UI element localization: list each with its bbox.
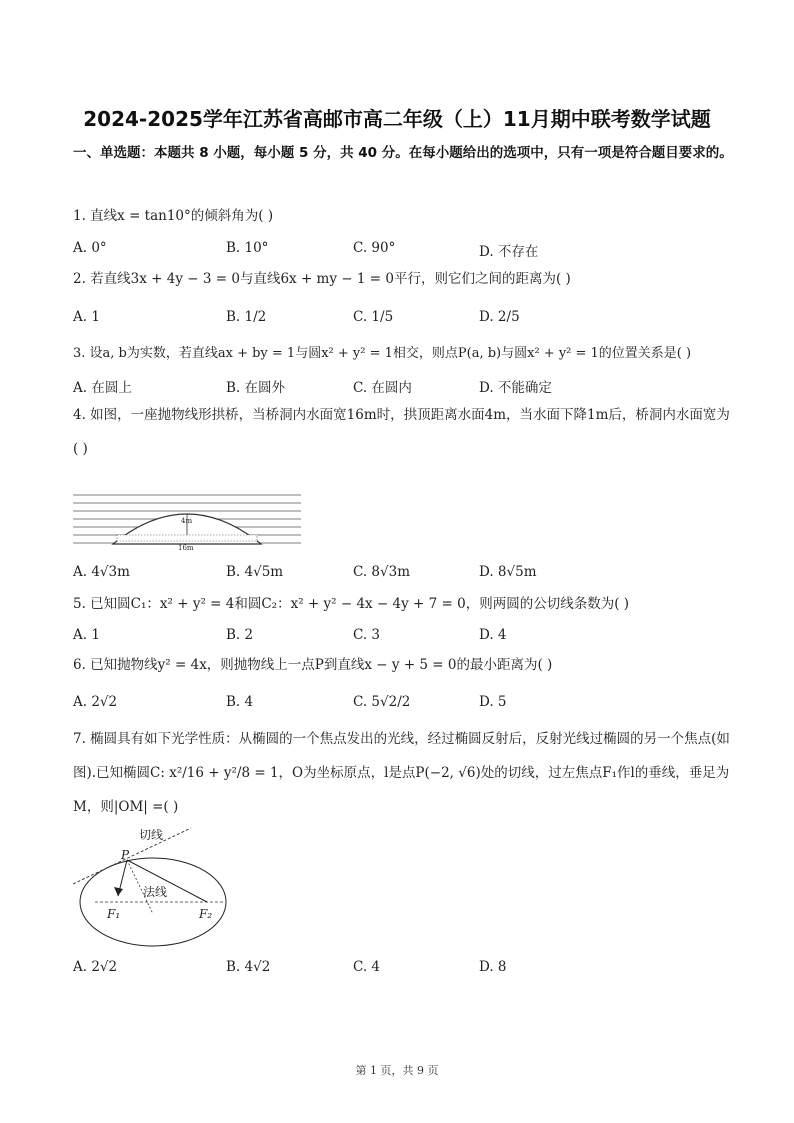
question-5-option-a: A. 1 (73, 627, 100, 643)
section-heading: 一、单选题：本题共 8 小题，每小题 5 分，共 40 分。在每小题给出的选项中，只有一项是符合题目要求的。 (73, 145, 733, 161)
question-6-stem: 6. 已知抛物线y² = 4x，则抛物线上一点P到直线x − y + 5 = 0的最小距离为( ) (73, 657, 553, 673)
question-6-option-c: C. 5√2/2 (353, 694, 411, 710)
question-6-options (73, 694, 733, 716)
question-7-stem: 7. 椭圆具有如下光学性质：从椭圆的一个焦点发出的光线，经过椭圆反射后，反射光线过椭圆的另一个焦点(如图).已知椭圆C: x²/16 + y²/8 = 1，O为坐标原点，l是点P(−2, √6)处的切线，过左焦点F₁作l的垂线，垂足为M，则|OM| =( ) (73, 731, 730, 815)
question-1-option-a: A. 0° (73, 240, 107, 256)
bridge-height-label: 4m (181, 517, 193, 525)
question-6-option-d: D. 5 (479, 694, 507, 710)
focus-f2-label: F₂ (199, 907, 213, 921)
question-3-stem: 3. 设a, b为实数，若直线ax + by = 1与圆x² + y² = 1相交，则点P(a, b)与圆x² + y² = 1的位置关系是( ) (73, 346, 692, 361)
normal-label: 法线 (143, 885, 168, 899)
question-2-options (73, 309, 733, 331)
question-3-option-a: A. 在圆上 (73, 380, 132, 396)
question-2-option-c: C. 1/5 (353, 309, 394, 325)
question-1-options (73, 240, 733, 262)
question-5-options (73, 627, 733, 649)
question-7-option-a: A. 2√2 (73, 959, 118, 975)
question-3-options (73, 376, 733, 398)
page-title: 2024-2025学年江苏省高邮市高二年级（上）11月期中联考数学试题 (83, 107, 711, 131)
question-1-option-c: C. 90° (353, 240, 396, 256)
question-3-option-c: C. 在圆内 (353, 380, 412, 396)
question-4-option-c: C. 8√3m (353, 564, 411, 580)
question-1-stem: 1. 直线x = tan10°的倾斜角为( ) (73, 208, 274, 224)
question-6-option-a: A. 2√2 (73, 694, 118, 710)
question-3-option-d: D. 不能确定 (479, 380, 552, 396)
question-5-option-b: B. 2 (226, 627, 254, 643)
question-2-option-a: A. 1 (73, 309, 100, 325)
question-7-option-b: B. 4√2 (226, 959, 271, 975)
page-footer: 第 1 页，共 9 页 (355, 1064, 439, 1077)
question-2-option-d: D. 2/5 (479, 309, 520, 325)
point-p-label: P (121, 848, 130, 862)
question-4-options (73, 564, 733, 586)
tangent-label: 切线 (139, 828, 164, 842)
question-5-option-d: D. 4 (479, 627, 507, 643)
question-2-option-b: B. 1/2 (226, 309, 267, 325)
question-4-option-b: B. 4√5m (226, 564, 284, 580)
question-4-option-a: A. 4√3m (73, 564, 130, 580)
question-1-option-b: B. 10° (226, 240, 269, 256)
question-7-option-d: D. 8 (479, 959, 507, 975)
question-5-option-c: C. 3 (353, 627, 381, 643)
ellipse-figure (73, 826, 233, 948)
question-7-options (73, 959, 733, 981)
question-7-option-c: C. 4 (353, 959, 381, 975)
question-6-option-b: B. 4 (226, 694, 254, 710)
question-2-stem: 2. 若直线3x + 4y − 3 = 0与直线6x + my − 1 = 0平行，则它们之间的距离为( ) (73, 271, 571, 287)
question-3-option-b: B. 在圆外 (226, 380, 286, 396)
question-5-stem: 5. 已知圆C₁：x² + y² = 4和圆C₂：x² + y² − 4x − 4y + 7 = 0，则两圆的公切线条数为( ) (73, 596, 630, 612)
focus-f1-label: F₁ (107, 907, 121, 921)
bridge-figure (73, 494, 303, 554)
question-4-stem: 4. 如图，一座抛物线形拱桥，当桥洞内水面宽16m时，拱顶距离水面4m，当水面下降1m后，桥洞内水面宽为( ) (73, 407, 730, 457)
bridge-width-label: 16m (178, 544, 194, 552)
question-1-option-d: D. 不存在 (479, 244, 539, 260)
question-4-option-d: D. 8√5m (479, 564, 537, 580)
